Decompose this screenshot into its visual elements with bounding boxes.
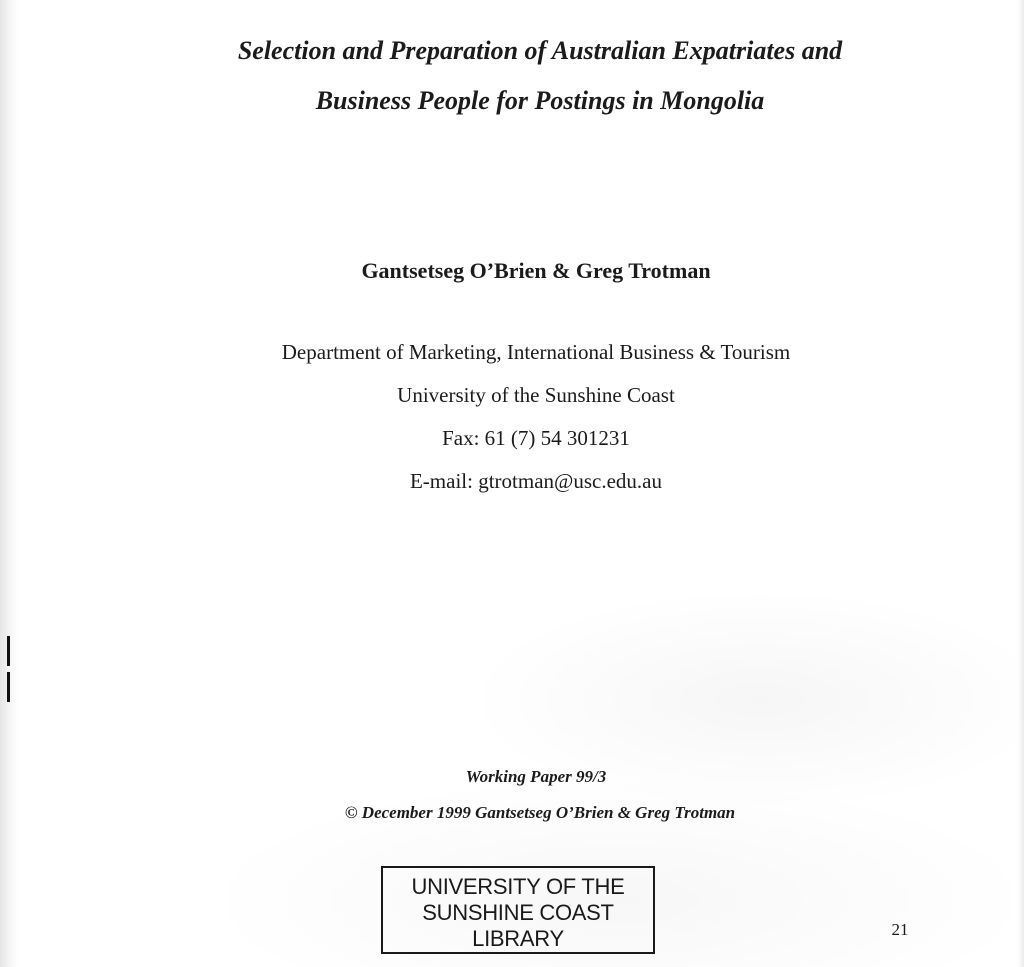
margin-bar-mark [7,636,10,666]
scan-left-edge-shadow [0,0,18,967]
scan-right-edge-shadow [1018,0,1024,967]
paper-title-line-2: Business People for Postings in Mongolia [315,86,765,115]
university-line: University of the Sunshine Coast [397,383,675,407]
copyright-notice: © December 1999 Gantsetseg O’Brien & Greg Trotman [344,803,736,822]
margin-bar-mark [7,672,10,702]
fax-line: Fax: 61 (7) 54 301231 [442,426,630,450]
email-line: E-mail: gtrotman@usc.edu.au [409,469,663,493]
paper-title-line-1: Selection and Preparation of Australian Expatriates and [237,36,843,65]
paper-authors: Gantsetseg O’Brien & Greg Trotman [361,258,711,283]
department-line: Department of Marketing, International Business & Tourism [281,340,791,364]
library-stamp-line-2: SUNSHINE COAST [422,900,614,925]
library-stamp-line-1: UNIVERSITY OF THE [411,874,625,899]
library-stamp [381,866,655,954]
working-paper-number: Working Paper 99/3 [465,767,607,786]
library-stamp-line-3: LIBRARY [472,926,564,951]
page-number: 21 [891,920,909,939]
